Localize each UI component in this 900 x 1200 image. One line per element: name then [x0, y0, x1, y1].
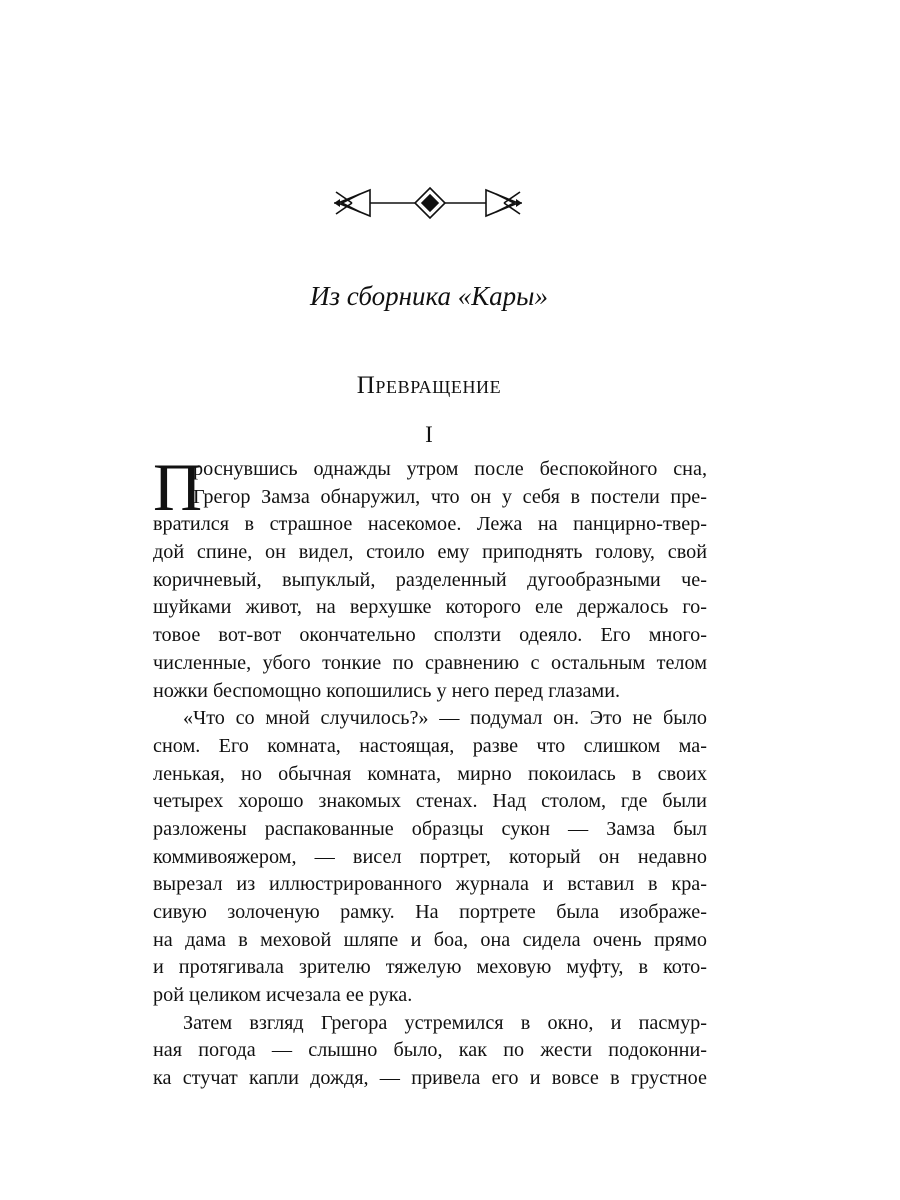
text-line: коммивояжером, — висел портрет, который он недавно [153, 845, 707, 868]
text-line: ка стучат капли дождя, — привела его и вовсе в грустное [153, 1067, 707, 1090]
text-line: «Что со мной случилось?» — подумал он. Это не было [183, 707, 707, 730]
story-title: Превращение [356, 372, 502, 399]
text-line: ножки беспомощно копошились у него перед глазами. [153, 679, 621, 702]
body-text [153, 449, 707, 1093]
text-line: вырезал из иллюстрированного журнала и вставил в кра- [153, 873, 707, 896]
chapter-number: I [425, 422, 433, 447]
arrow-diamond-divider-icon [330, 183, 526, 223]
text-line: шуйками живот, на верхушке которого еле держалось го- [153, 596, 707, 619]
text-line: ленькая, но обычная комната, мирно покоилась в своих [153, 762, 707, 785]
text-line: ная погода — слышно было, как по жести подоконни- [153, 1039, 707, 1062]
text-line: и протягивала зрителю тяжелую меховую муфту, в кото- [153, 956, 707, 979]
text-line: численные, убого тонкие по сравнению с остальным телом [153, 651, 707, 674]
collection-title: Из сборника «Кары» [310, 281, 548, 311]
text-line: Затем взгляд Грегора устремился в окно, и пасмур- [183, 1011, 707, 1034]
text-line: Грегор Замза обнаружил, что он у себя в постели пре- [193, 485, 707, 508]
drop-cap: П [153, 449, 203, 525]
text-line: дой спине, он видел, стоило ему приподнять голову, свой [153, 541, 707, 564]
text-line: сном. Его комната, настоящая, разве что слишком ма- [153, 734, 707, 757]
text-line: рой целиком исчезала ее рука. [153, 984, 413, 1007]
text-line: четырех хорошо знакомых стенах. Над столом, где были [153, 790, 707, 813]
text-line: разложены распакованные образцы сукон — Замза был [153, 817, 707, 840]
text-line: роснувшись однажды утром после беспокойного сна, [193, 458, 707, 480]
text-line: товое вот-вот окончательно сползти одеяло. Его много- [153, 624, 707, 647]
text-line: вратился в страшное насекомое. Лежа на панцирно-твер- [153, 513, 707, 536]
text-line: коричневый, выпуклый, разделенный дугообразными че- [153, 568, 707, 591]
text-line: на дама в меховой шляпе и боа, она сидела очень прямо [153, 928, 707, 951]
text-line: сивую золоченую рамку. На портрете была изображе- [153, 901, 707, 923]
